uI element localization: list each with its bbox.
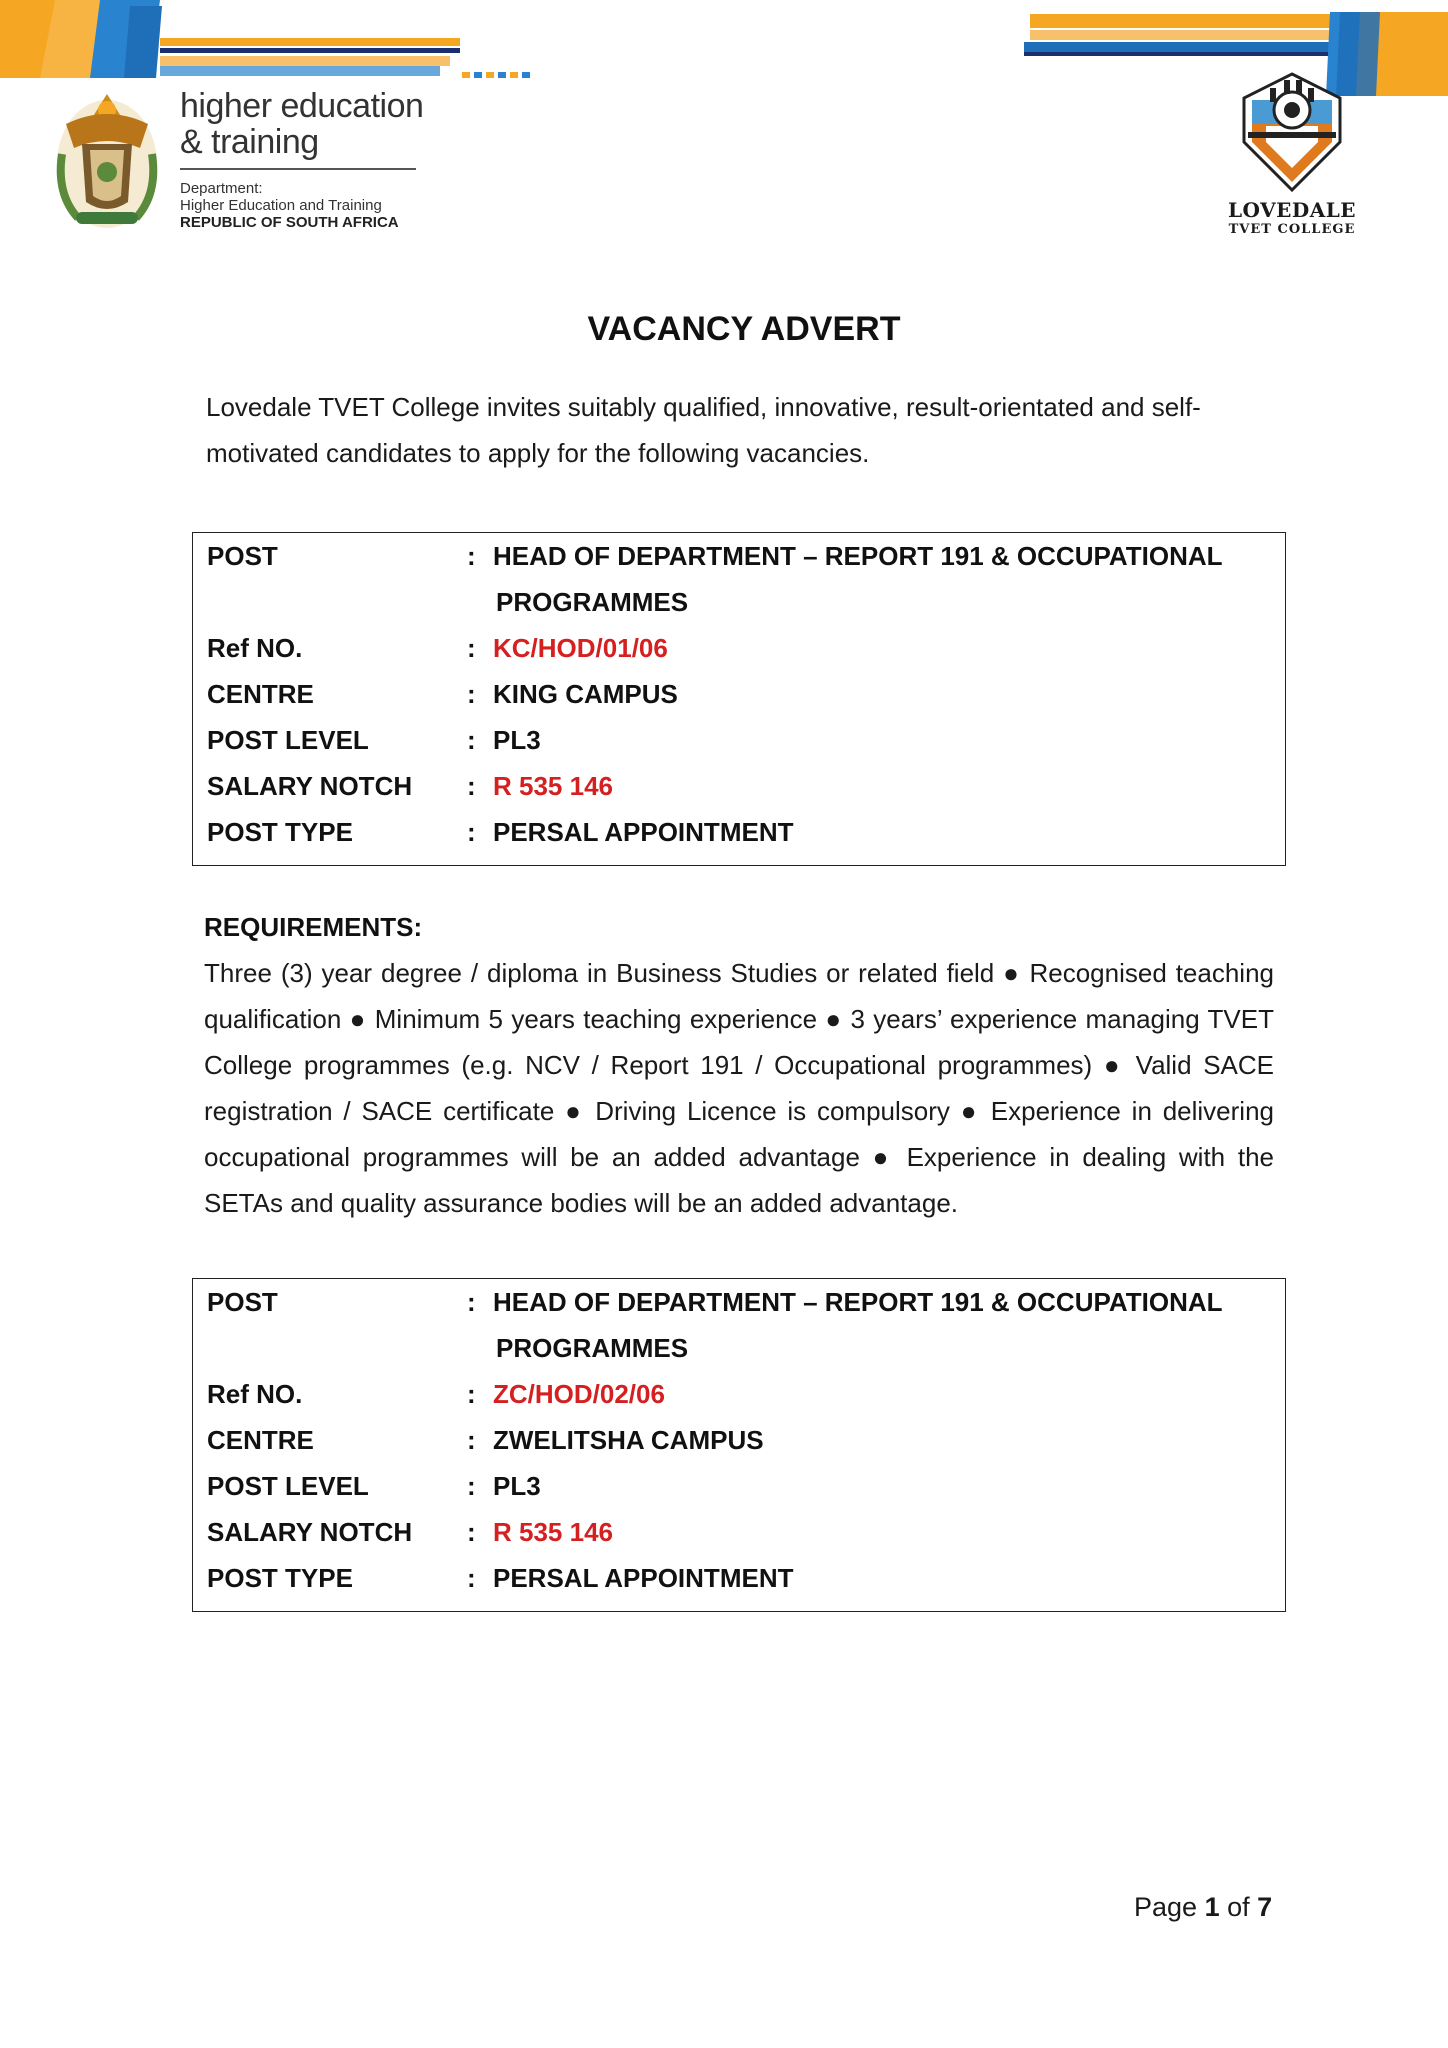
level-label: POST LEVEL xyxy=(207,1471,369,1501)
dhet-dept-name: Higher Education and Training xyxy=(180,197,382,214)
post-title-line2: PROGRAMMES xyxy=(496,587,689,617)
type-label: POST TYPE xyxy=(207,817,353,847)
colon: : xyxy=(467,1517,476,1547)
colon: : xyxy=(467,633,476,663)
requirements-text: Three (3) year degree / diploma in Business Studies or related field ● Recognised teaching qualification ● Minimum 5 years teaching experience ● 3 years’ experience managing TVET College programmes (e.g. NCV / Report 191 / Occupational programmes) ● Valid SACE registration / SACE certificate ● Driving Licence is compulsory ● Experience in delivering occupational programmes will be an added advantage ● Experience in dealing with the SETAs and quality assurance bodies will be an added advantage. xyxy=(204,958,1274,1218)
ref-label: Ref NO. xyxy=(207,633,303,663)
header-stripe-left xyxy=(0,0,560,90)
post-details-box-2 xyxy=(192,1278,1286,1612)
post-title-line2: PROGRAMMES xyxy=(496,1333,689,1363)
centre-label: CENTRE xyxy=(207,1425,314,1455)
college-subtitle: TVET COLLEGE xyxy=(1228,222,1356,237)
post-label: POST xyxy=(207,541,278,571)
dhet-country: REPUBLIC OF SOUTH AFRICA xyxy=(180,214,399,231)
level-value: PL3 xyxy=(493,1471,541,1501)
level-row xyxy=(193,1463,1285,1509)
type-value: PERSAL APPOINTMENT xyxy=(493,1563,794,1593)
ref-value: ZC/HOD/02/06 xyxy=(493,1379,665,1409)
dhet-title-line1: higher education xyxy=(180,87,424,125)
intro-paragraph: Lovedale TVET College invites suitably qualified, innovative, result-orientated and self-motivated candidates to apply for the following vacancies. xyxy=(206,392,1201,468)
requirements-heading: REQUIREMENTS: xyxy=(204,912,423,942)
ref-row xyxy=(193,1371,1285,1417)
salary-label: SALARY NOTCH xyxy=(207,771,413,801)
total-pages: 7 xyxy=(1257,1892,1273,1922)
level-value: PL3 xyxy=(493,725,541,755)
type-row xyxy=(193,1555,1285,1601)
lovedale-emblem-icon xyxy=(1230,70,1354,194)
type-label: POST TYPE xyxy=(207,1563,353,1593)
type-value: PERSAL APPOINTMENT xyxy=(493,817,794,847)
centre-value: KING CAMPUS xyxy=(493,679,678,709)
colon: : xyxy=(467,541,476,571)
post-value xyxy=(493,1279,1273,1371)
type-row xyxy=(193,809,1285,855)
page-number xyxy=(1134,1892,1272,1923)
ref-value: KC/HOD/01/06 xyxy=(493,633,668,663)
centre-row xyxy=(193,671,1285,717)
salary-value: R 535 146 xyxy=(493,1517,613,1547)
ref-row xyxy=(193,625,1285,671)
level-row xyxy=(193,717,1285,763)
colon: : xyxy=(467,679,476,709)
colon: : xyxy=(467,1379,476,1409)
colon: : xyxy=(467,1471,476,1501)
dhet-dept-label: Department: xyxy=(180,180,263,197)
post-title-line1: HEAD OF DEPARTMENT – REPORT 191 & OCCUPATIONAL xyxy=(493,541,1223,571)
post-row xyxy=(193,1279,1285,1371)
centre-value: ZWELITSHA CAMPUS xyxy=(493,1425,764,1455)
colon: : xyxy=(467,725,476,755)
salary-row xyxy=(193,763,1285,809)
post-value xyxy=(493,533,1273,625)
colon: : xyxy=(467,1563,476,1593)
colon: : xyxy=(467,771,476,801)
salary-value: R 535 146 xyxy=(493,771,613,801)
salary-label: SALARY NOTCH xyxy=(207,1517,413,1547)
level-label: POST LEVEL xyxy=(207,725,369,755)
page-word: Page xyxy=(1134,1892,1198,1922)
dhet-logo xyxy=(48,84,428,234)
lovedale-logo xyxy=(1204,70,1380,245)
post-label: POST xyxy=(207,1287,278,1317)
dhet-title-line2: & training xyxy=(180,123,319,161)
current-page: 1 xyxy=(1204,1892,1220,1922)
centre-label: CENTRE xyxy=(207,679,314,709)
sa-coat-of-arms-icon xyxy=(48,84,166,234)
salary-row xyxy=(193,1509,1285,1555)
post-title-line1: HEAD OF DEPARTMENT – REPORT 191 & OCCUPATIONAL xyxy=(493,1287,1223,1317)
colon: : xyxy=(467,1425,476,1455)
ref-label: Ref NO. xyxy=(207,1379,303,1409)
dhet-divider xyxy=(180,168,416,170)
post-row xyxy=(193,533,1285,625)
of-word: of xyxy=(1227,1892,1250,1922)
centre-row xyxy=(193,1417,1285,1463)
colon: : xyxy=(467,1287,476,1317)
post-details-box-1 xyxy=(192,532,1286,866)
college-name: LOVEDALE xyxy=(1227,198,1357,222)
colon: : xyxy=(467,817,476,847)
document-title: VACANCY ADVERT xyxy=(587,310,901,348)
